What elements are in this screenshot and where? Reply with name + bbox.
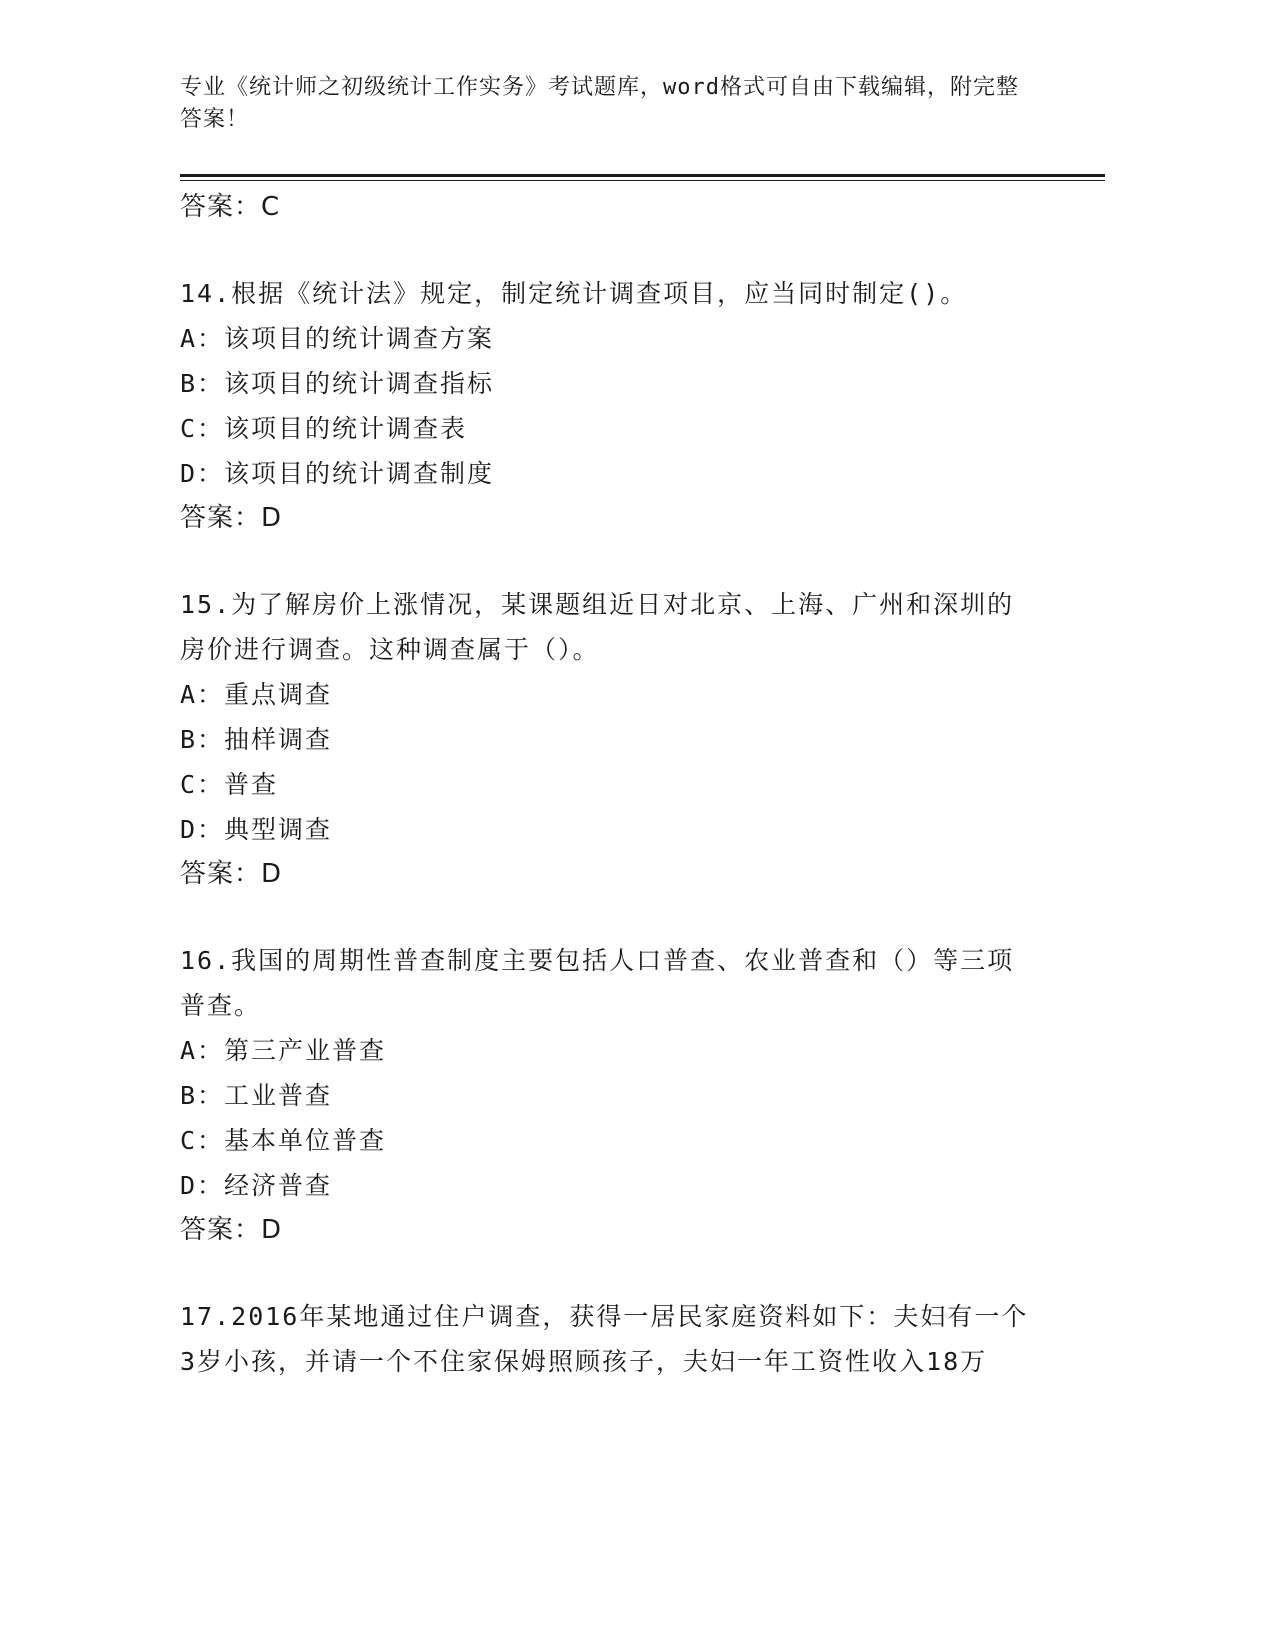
answer-line: 答案：D [180, 503, 283, 533]
answer-line: 答案：D [180, 1215, 283, 1245]
option-d: D：典型调查 [180, 815, 333, 844]
option-b: B：工业普查 [180, 1081, 333, 1110]
document-body [180, 185, 1050, 1384]
option-a: A：重点调查 [180, 680, 333, 709]
option-c: C：该项目的统计调查表 [180, 414, 468, 443]
document-header: 专业《统计师之初级统计工作实务》考试题库，word格式可自由下载编辑，附完整答案！ [180, 75, 1019, 132]
option-b: B：抽样调查 [180, 725, 333, 754]
header-divider-thick [180, 174, 1105, 177]
question-text: 16.我国的周期性普查制度主要包括人口普查、农业普查和（）等三项 [180, 946, 1015, 975]
question-text-cont: 3岁小孩，并请一个不住家保姆照顾孩子，夫妇一年工资性收入18万 [180, 1347, 988, 1376]
option-c: C：普查 [180, 770, 279, 799]
question-text: 15.为了解房价上涨情况，某课题组近日对北京、上海、广州和深圳的 [180, 590, 1015, 619]
option-b: B：该项目的统计调查指标 [180, 369, 495, 398]
option-d: D：该项目的统计调查制度 [180, 459, 495, 488]
answer-line: 答案：D [180, 859, 283, 889]
question-text-cont: 普查。 [180, 991, 262, 1020]
option-d: D：经济普查 [180, 1171, 333, 1200]
answer-line: 答案：C [180, 192, 281, 222]
option-a: A：该项目的统计调查方案 [180, 324, 495, 353]
question-block [180, 1294, 1050, 1384]
question-block [180, 582, 1050, 897]
question-block [180, 271, 1050, 541]
question-text: 14.根据《统计法》规定，制定统计调查项目，应当同时制定()。 [180, 279, 968, 308]
question-text-cont: 房价进行调查。这种调查属于（）。 [180, 635, 600, 664]
question-block [180, 938, 1050, 1253]
question-text: 17.2016年某地通过住户调查，获得一居民家庭资料如下：夫妇有一个 [180, 1302, 1029, 1331]
option-a: A：第三产业普查 [180, 1036, 387, 1065]
header-divider-thin [180, 180, 1105, 181]
option-c: C：基本单位普查 [180, 1126, 387, 1155]
